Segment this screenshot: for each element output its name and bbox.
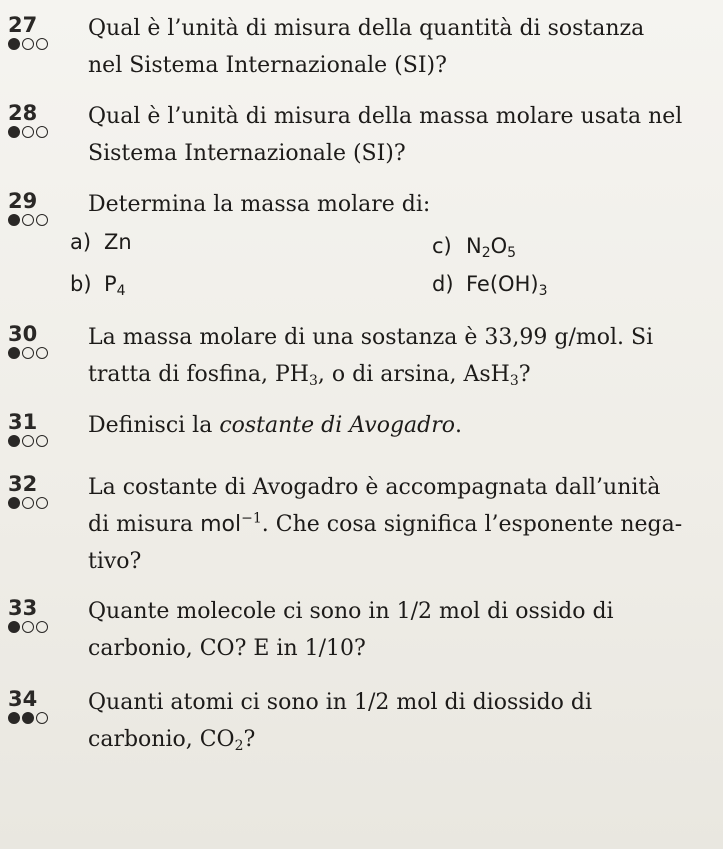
- question-number: 30: [8, 322, 38, 346]
- difficulty-indicator: [8, 497, 48, 509]
- question-text: Quanti atomi ci sono in 1/2 mol di diossido di carbonio, $CO_2$?: [88, 690, 593, 754]
- question-text: Quante molecole ci sono in 1/2 mol di ossido di carbonio, CO? E in 1/10?: [88, 599, 614, 661]
- difficulty-indicator: [8, 38, 48, 50]
- difficulty-indicator: [8, 712, 48, 724]
- difficulty-indicator: [8, 621, 48, 633]
- difficulty-indicator: [8, 435, 48, 447]
- question-number: 33: [8, 596, 38, 620]
- question-text: La costante di Avogadro è accompagnata dall’unità di misura mol$^{-1}$. Che cosa significa l’esponente nega- tivo?: [88, 475, 683, 574]
- question-number: 29: [8, 189, 38, 213]
- difficulty-indicator: [8, 347, 48, 359]
- difficulty-indicator: [8, 126, 48, 138]
- option-c: c) $N_2O_5$: [432, 234, 517, 261]
- question-text: Qual è l’unità di misura della quantità di sostanza nel Sistema Internazionale (SI)?: [88, 16, 645, 78]
- question-text: Determina la massa molare di:: [88, 192, 431, 217]
- option-d: d) $Fe(OH)_3$: [432, 272, 548, 299]
- option-a: a) Zn: [70, 230, 132, 254]
- question-number: 28: [8, 101, 38, 125]
- question-number: 32: [8, 472, 38, 496]
- difficulty-indicator: [8, 214, 48, 226]
- question-number: 34: [8, 687, 38, 711]
- question-text: Definisci la costante di Avogadro.: [88, 413, 462, 438]
- question-number: 27: [8, 13, 38, 37]
- option-b: b) $P_4$: [70, 272, 126, 299]
- question-text: La massa molare di una sostanza è 33,99 g/mol. Si tratta di fosfina, $PH_3$, o di arsina, AsH$_3$?: [88, 325, 654, 389]
- question-text: Qual è l’unità di misura della massa molare usata nel Sistema Internazionale (SI)?: [88, 104, 683, 166]
- question-number: 31: [8, 410, 38, 434]
